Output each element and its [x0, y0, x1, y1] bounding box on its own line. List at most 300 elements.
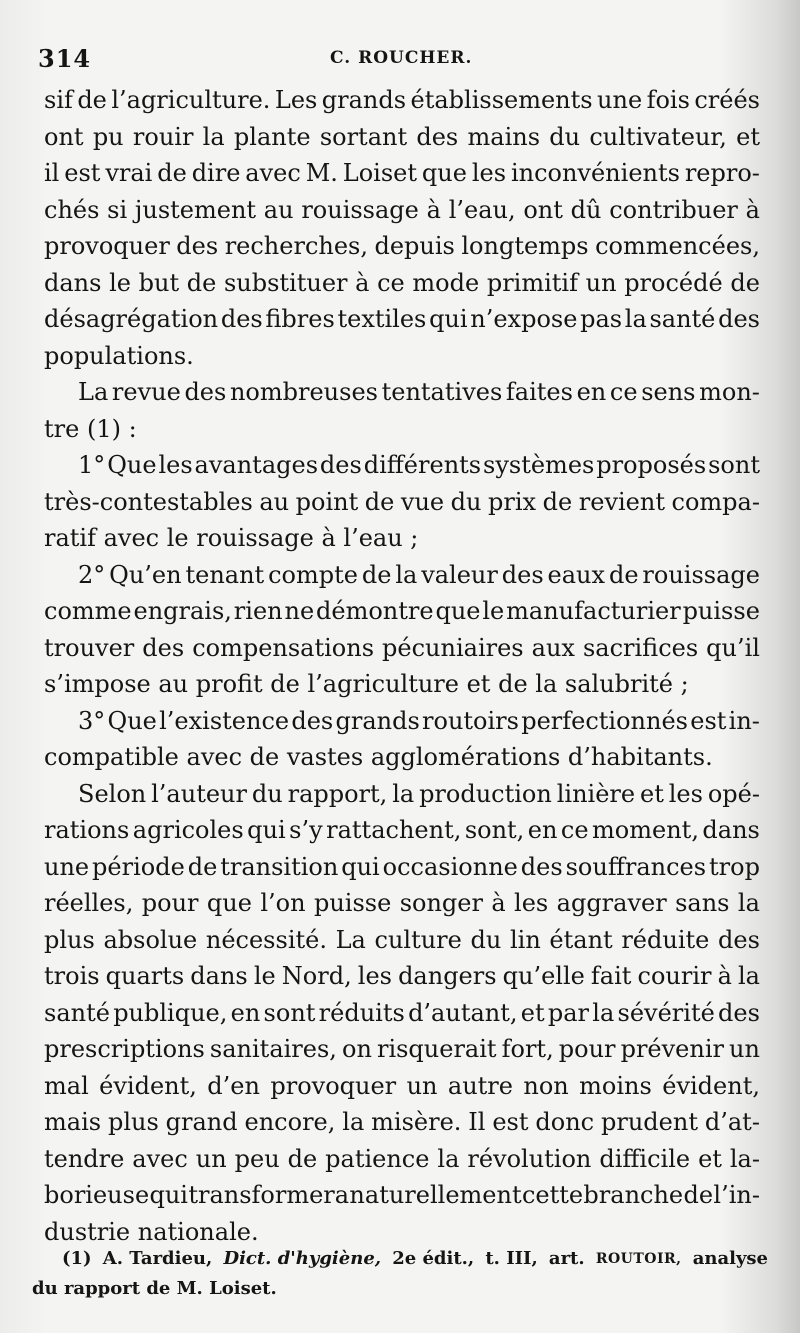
word: ont: [44, 122, 84, 151]
word: des: [718, 925, 760, 954]
word: rapport,: [287, 779, 388, 808]
word: systèmes: [483, 451, 595, 479]
footnote-article-prefix: art.: [548, 1248, 585, 1269]
word: inconvénients: [510, 159, 680, 187]
running-head: C. ROUCHER.: [330, 48, 473, 68]
word: vue: [400, 487, 445, 516]
text-line: [44, 520, 760, 557]
text-line: [44, 301, 760, 338]
word: nécessité.: [205, 925, 327, 954]
word: linière: [556, 779, 636, 808]
word: cultivateur,: [589, 122, 727, 151]
word: ont: [523, 195, 563, 224]
word: est: [492, 1108, 529, 1136]
word: Que: [107, 451, 157, 479]
word: réduite: [621, 925, 710, 954]
text-line-content: ratif avec le rouissage à l’eau ;: [44, 524, 419, 552]
word: revient: [578, 487, 665, 516]
word: de: [186, 268, 217, 297]
footnote: [32, 1244, 768, 1304]
word: de: [730, 268, 760, 297]
word: sif: [44, 86, 73, 114]
word: pécuniaires: [382, 633, 524, 662]
word: quarts: [105, 962, 185, 990]
footnote-trailing-word: analyse: [692, 1248, 768, 1269]
word: compte: [268, 560, 358, 589]
word: des: [220, 305, 263, 333]
word: encore,: [244, 1108, 336, 1136]
word: Loiset: [342, 159, 418, 187]
word: primitif: [486, 268, 578, 297]
word: trop: [709, 852, 760, 881]
word: un: [406, 1071, 438, 1100]
word: un: [195, 1144, 227, 1173]
text-line: [44, 82, 760, 119]
text-line: [44, 1141, 760, 1178]
word: des: [718, 305, 760, 333]
word: une: [44, 852, 90, 881]
word: patience: [325, 1144, 430, 1173]
word: vrai: [105, 159, 153, 187]
word: chés: [44, 195, 100, 224]
word: pour: [141, 889, 199, 917]
word: La: [78, 378, 109, 406]
word: les: [668, 779, 703, 808]
word: la: [395, 560, 418, 589]
word: à: [745, 195, 760, 224]
word: publique,: [113, 998, 228, 1027]
word: tenant: [185, 560, 265, 589]
word: période: [92, 852, 185, 881]
word: mains: [467, 122, 541, 151]
text-line: [44, 885, 760, 922]
footnote-article-name: ROUTOIR,: [595, 1251, 682, 1267]
text-line: [44, 630, 760, 667]
word: avantages: [194, 451, 319, 479]
word: peu: [234, 1144, 280, 1173]
word: des: [416, 122, 459, 151]
word: prévenir: [620, 1035, 724, 1063]
text-line: [44, 922, 760, 959]
word: d’autant,: [408, 998, 518, 1027]
text-line: [44, 1031, 760, 1068]
word: de: [608, 560, 639, 589]
word: qui: [247, 816, 286, 844]
word: l’agriculture.: [111, 86, 271, 114]
word: la: [624, 305, 647, 333]
word: naturellement: [349, 1181, 522, 1209]
word: provoquer: [44, 232, 170, 260]
word: à: [491, 889, 506, 917]
word: très-contestables: [44, 487, 253, 516]
word: puisse: [682, 597, 760, 625]
word: par: [547, 998, 590, 1027]
word: compensations: [192, 633, 375, 662]
word: le: [253, 962, 276, 990]
word: avec: [245, 159, 301, 187]
word: engrais,: [133, 597, 232, 625]
word: transformera: [188, 1181, 350, 1209]
word: moment,: [592, 816, 699, 844]
word: misère.: [371, 1108, 462, 1136]
word: sanitaires,: [209, 1035, 337, 1063]
word: opé-: [707, 779, 760, 808]
text-line: [44, 1104, 760, 1141]
text-line: [44, 447, 760, 484]
page-header: [38, 44, 758, 74]
text-line: [44, 192, 760, 229]
word: dans: [190, 962, 248, 990]
word: courir: [637, 962, 712, 990]
text-line-content: compatible avec de vastes agglomérations d’habitants.: [44, 743, 713, 771]
word: de: [361, 560, 392, 589]
word: in-: [728, 706, 760, 735]
word: révolution: [467, 1144, 592, 1173]
word: à: [355, 268, 370, 297]
word: et: [698, 1144, 722, 1173]
word: songer: [399, 889, 483, 917]
word: donc: [535, 1108, 595, 1136]
word: Il: [468, 1108, 486, 1136]
word: ne: [284, 597, 315, 625]
word: la: [737, 962, 760, 990]
word: aux: [531, 633, 575, 662]
word: perfectionnés: [521, 706, 688, 735]
word: l’on: [260, 889, 306, 917]
word: dire: [191, 159, 241, 187]
word: qui: [429, 305, 468, 333]
word: en: [527, 816, 558, 844]
word: M.: [305, 159, 338, 187]
word: 2°: [78, 560, 106, 589]
text-line: [44, 484, 760, 521]
word: fibres: [265, 305, 335, 333]
text-line: [44, 593, 760, 630]
word: des: [501, 560, 544, 589]
word: sont: [263, 998, 316, 1027]
word: créés: [694, 86, 760, 114]
word: santé: [44, 998, 110, 1027]
word: en: [230, 998, 261, 1027]
word: dans: [702, 816, 760, 844]
text-line: [44, 374, 760, 411]
word: rien: [233, 597, 283, 625]
footnote-volume: t. III,: [485, 1248, 538, 1269]
word: point: [295, 487, 359, 516]
footnote-line-2: [32, 1274, 768, 1304]
word: que: [206, 889, 252, 917]
word: des: [520, 852, 563, 881]
word: de: [683, 1181, 714, 1209]
word: sont,: [464, 816, 525, 844]
word: tentatives: [381, 378, 503, 406]
word: production: [419, 779, 552, 808]
text-line-content: s’impose au profit de l’agriculture et de la salubrité ;: [44, 670, 689, 698]
word: Selon: [78, 779, 147, 808]
word: il: [44, 159, 60, 187]
word: l’auteur: [151, 779, 247, 808]
text-line: [44, 812, 760, 849]
word: rattachent,: [326, 816, 462, 844]
word: établissements: [410, 86, 593, 114]
word: l’eau,: [448, 195, 516, 224]
word: dangers: [398, 962, 497, 990]
word: des: [291, 706, 334, 735]
word: transition: [220, 852, 339, 881]
word: démontre: [316, 597, 434, 625]
word: sans: [675, 889, 730, 917]
page-number: 314: [38, 44, 92, 73]
word: contribuer: [609, 195, 738, 224]
word: qu’il: [706, 633, 760, 662]
word: rouissage: [301, 195, 419, 224]
text-line-content: tre (1) :: [44, 414, 137, 443]
word: désagrégation: [44, 305, 219, 333]
word: revue: [111, 378, 181, 406]
word: fait: [590, 962, 632, 990]
word: des: [718, 998, 760, 1027]
word: du: [549, 122, 581, 151]
word: puisse: [313, 889, 392, 917]
word: valeur: [421, 560, 498, 589]
word: ce: [560, 816, 589, 844]
word: manufacturier: [506, 597, 681, 625]
word: trois: [44, 962, 100, 990]
word: le: [482, 597, 505, 625]
word: une: [597, 86, 643, 114]
word: est: [64, 159, 101, 187]
text-line: [44, 119, 760, 156]
word: repro-: [684, 159, 760, 187]
word: rouir: [132, 122, 194, 151]
word: mon-: [699, 378, 760, 406]
word: fort,: [501, 1035, 554, 1063]
word: réelles,: [44, 889, 134, 917]
word: difficile: [599, 1144, 691, 1173]
word: et: [736, 122, 760, 151]
text-line: [44, 1068, 760, 1105]
text-line: [44, 155, 760, 192]
word: la: [342, 1108, 365, 1136]
word: la: [737, 889, 760, 917]
text-line: [44, 557, 760, 594]
word: des: [319, 451, 362, 479]
word: du: [251, 779, 283, 808]
word: branche: [583, 1181, 684, 1209]
body-text: [44, 82, 760, 1250]
word: si: [107, 195, 128, 224]
footnote-line-1: [62, 1244, 768, 1274]
word: évident,: [99, 1071, 197, 1100]
word: 1°: [78, 451, 106, 479]
word: tendre: [44, 1144, 125, 1173]
word: que: [421, 159, 467, 187]
word: aggraver: [556, 889, 667, 917]
word: en: [576, 378, 607, 406]
word: mode: [412, 268, 480, 297]
word: la: [202, 122, 225, 151]
word: les: [158, 451, 193, 479]
word: grands: [321, 86, 407, 114]
word: longtemps: [461, 232, 589, 260]
word: borieuse: [44, 1181, 150, 1209]
text-line: [44, 411, 760, 448]
word: rouissage: [642, 560, 760, 589]
word: les: [471, 159, 507, 187]
word: souffrances: [565, 852, 707, 881]
word: qu’elle: [502, 962, 585, 990]
word: de: [364, 487, 395, 516]
footnote-marker: (1): [62, 1248, 92, 1269]
word: étant: [549, 925, 613, 954]
word: 3°: [78, 706, 106, 735]
word: prix: [488, 487, 537, 516]
word: risquerait: [376, 1035, 497, 1063]
word: des: [184, 378, 227, 406]
word: les: [357, 962, 392, 990]
word: un: [729, 1035, 760, 1063]
word: pour: [558, 1035, 616, 1063]
word: substituer: [223, 268, 348, 297]
word: grands: [335, 706, 420, 735]
word: faites: [505, 378, 573, 406]
word: commencées,: [595, 232, 760, 260]
word: plus: [107, 1108, 159, 1136]
footnote-edition: 2e édit.,: [392, 1248, 475, 1269]
word: qui: [149, 1181, 188, 1209]
word: de: [157, 159, 187, 187]
word: moins: [579, 1071, 652, 1100]
word: occasionne: [382, 852, 518, 881]
word: d’at-: [704, 1108, 760, 1136]
word: non: [523, 1071, 569, 1100]
text-line: [44, 849, 760, 886]
word: grand: [165, 1108, 238, 1136]
word: sens: [641, 378, 696, 406]
word: Que: [107, 706, 157, 735]
word: l’existence: [159, 706, 290, 735]
text-line: [44, 995, 760, 1032]
word: ce: [609, 378, 638, 406]
word: La: [335, 925, 366, 954]
word: pu: [92, 122, 124, 151]
word: la: [592, 998, 615, 1027]
word: mal: [44, 1071, 89, 1100]
word: nombreuses: [229, 378, 378, 406]
text-line: [44, 666, 760, 703]
word: plante: [233, 122, 311, 151]
word: culture: [374, 925, 462, 954]
word: prescriptions: [44, 1035, 205, 1063]
text-line: [44, 1177, 760, 1214]
footnote-work-title: Dict. d'hygiène,: [223, 1248, 382, 1269]
word: à: [717, 962, 732, 990]
word: comme: [44, 597, 132, 625]
word: compa-: [671, 487, 760, 516]
word: Qu’en: [109, 560, 182, 589]
text-line: [44, 776, 760, 813]
text-line-content: populations.: [44, 341, 194, 370]
word: lin: [509, 925, 541, 954]
word: sacrifices: [582, 633, 699, 662]
word: autre: [447, 1071, 513, 1100]
word: provoquer: [270, 1071, 397, 1100]
text-line: [44, 739, 760, 776]
word: et: [640, 779, 664, 808]
text-line-content: dustrie nationale.: [44, 1217, 259, 1246]
word: depuis: [374, 232, 455, 260]
word: le: [109, 268, 131, 297]
word: eaux: [547, 560, 606, 589]
word: s’y: [289, 816, 323, 844]
word: mais: [44, 1108, 102, 1136]
word: sont: [708, 451, 760, 479]
word: justement: [134, 195, 257, 224]
word: des: [176, 232, 219, 260]
word: Nord,: [281, 962, 352, 990]
word: agricoles: [132, 816, 244, 844]
word: procédé: [624, 268, 723, 297]
word: à: [426, 195, 441, 224]
word: des: [142, 633, 185, 662]
word: que: [435, 597, 481, 625]
word: dans: [44, 268, 102, 297]
word: les: [514, 889, 549, 917]
word: n’expose: [470, 305, 578, 333]
word: cette: [521, 1181, 584, 1209]
word: l’in-: [713, 1181, 760, 1209]
word: santé: [649, 305, 716, 333]
word: rations: [44, 816, 130, 844]
word: but: [138, 268, 180, 297]
word: textiles: [337, 305, 427, 333]
text-line: [44, 958, 760, 995]
word: et: [520, 998, 545, 1027]
text-line: [44, 265, 760, 302]
word: réduits: [318, 998, 405, 1027]
word: du: [470, 925, 502, 954]
word: proposés: [596, 451, 707, 479]
word: ce: [377, 268, 405, 297]
word: qui: [341, 852, 380, 881]
word: sévérité: [617, 998, 715, 1027]
word: au: [263, 195, 294, 224]
word: avec: [132, 1144, 188, 1173]
word: du: [450, 487, 482, 516]
text-line: [44, 228, 760, 265]
word: un: [585, 268, 617, 297]
word: routoirs: [422, 706, 519, 735]
word: trouver: [44, 633, 135, 662]
word: de: [287, 1144, 318, 1173]
word: évident,: [662, 1071, 760, 1100]
word: de: [542, 487, 573, 516]
word: d’en: [207, 1071, 260, 1100]
word: on: [342, 1035, 372, 1063]
text-line: [44, 703, 760, 740]
word: absolue: [103, 925, 198, 954]
word: de: [187, 852, 218, 881]
word: au: [259, 487, 290, 516]
word: sortant: [319, 122, 408, 151]
word: dû: [570, 195, 602, 224]
word: plus: [44, 925, 95, 954]
word: fois: [646, 86, 690, 114]
word: Les: [274, 86, 318, 114]
word: la: [437, 1144, 460, 1173]
word: de: [77, 86, 107, 114]
word: la-: [729, 1144, 760, 1173]
